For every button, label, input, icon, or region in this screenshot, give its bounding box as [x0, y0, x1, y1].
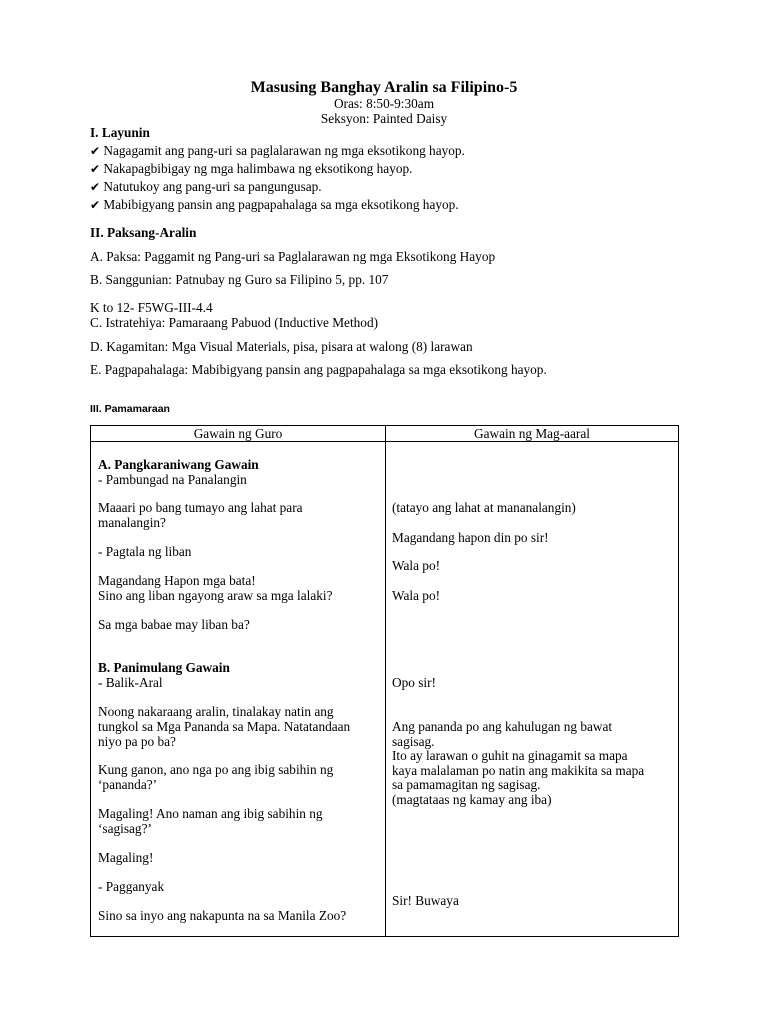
attendance-label: - Pagtala ng liban: [98, 544, 192, 559]
check-icon: ✔: [90, 144, 101, 158]
review-label: - Balik-Aral: [98, 675, 163, 690]
section-a-heading: A. Pangkaraniwang Gawain: [98, 457, 259, 472]
reference-line: B. Sanggunian: Patnubay ng Guro sa Filipino 5, pp. 107: [90, 272, 389, 287]
section-name: Seksyon: Painted Daisy: [320, 111, 448, 126]
check-icon: ✔: [90, 198, 101, 212]
table-row: [91, 442, 679, 937]
teacher-column-header: Gawain ng Guro: [91, 426, 386, 442]
student-line: Wala po!: [392, 588, 441, 603]
teacher-line: niyo pa po ba?: [98, 734, 176, 749]
teacher-cell: [91, 442, 386, 937]
subject-heading: II. Paksang-Aralin: [90, 225, 197, 240]
procedure-heading: III. Pamamaraan: [90, 403, 170, 415]
section-b-heading: B. Panimulang Gawain: [98, 660, 230, 675]
teacher-line: Magaling!: [98, 850, 154, 865]
student-line: Sir! Buwaya: [392, 893, 459, 908]
prayer-label: - Pambungad na Panalangin: [98, 472, 247, 487]
teacher-line: Sino sa inyo ang nakapunta na sa Manila Zoo?: [98, 908, 347, 923]
materials-line: D. Kagamitan: Mga Visual Materials, pisa, pisara at walong (8) larawan: [90, 339, 473, 354]
teacher-line: Maaari po bang tumayo ang lahat para: [98, 500, 303, 515]
objective-text: Nagagamit ang pang-uri sa paglalarawan ng mga eksotikong hayop.: [103, 143, 465, 158]
objective-item: [90, 197, 459, 213]
table-header-row: [91, 426, 679, 442]
page-title: Masusing Banghay Aralin sa Filipino-5: [250, 79, 518, 96]
teacher-line: Kung ganon, ano nga po ang ibig sabihin ng: [98, 762, 334, 777]
objective-text: Natutukoy ang pang-uri sa pangungusap.: [103, 179, 322, 194]
student-line: Opo sir!: [392, 675, 436, 690]
teacher-line: Magaling! Ano naman ang ibig sabihin ng: [98, 806, 323, 821]
student-line: Wala po!: [392, 558, 441, 573]
teacher-line: Sa mga babae may liban ba?: [98, 617, 250, 632]
schedule-time: Oras: 8:50-9:30am: [333, 96, 435, 111]
student-line: kaya malalaman po natin ang makikita sa mapa: [392, 763, 645, 778]
teacher-line: tungkol sa Mga Pananda sa Mapa. Natatandaan: [98, 719, 351, 734]
student-line: sa pamamagitan ng sagisag.: [392, 777, 541, 792]
student-cell: [386, 442, 679, 937]
student-line: Ang pananda po ang kahulugan ng bawat: [392, 719, 613, 734]
check-icon: ✔: [90, 180, 101, 194]
teacher-line: Magandang Hapon mga bata!: [98, 573, 256, 588]
teacher-line: ‘sagisag?’: [98, 821, 152, 836]
topic-line: A. Paksa: Paggamit ng Pang-uri sa Paglalarawan ng mga Eksotikong Hayop: [90, 249, 496, 264]
objective-item: [90, 179, 322, 195]
strategy-line: C. Istratehiya: Pamaraang Pabuod (Inductive Method): [90, 315, 379, 330]
values-line: E. Pagpapahalaga: Mabibigyang pansin ang pagpapahalaga sa mga eksotikong hayop.: [90, 362, 547, 377]
objectives-heading: I. Layunin: [90, 125, 150, 140]
student-line: Ito ay larawan o guhit na ginagamit sa mapa: [392, 748, 628, 763]
objective-text: Nakapagbibigay ng mga halimbawa ng eksotikong hayop.: [103, 161, 413, 176]
student-line: (tatayo ang lahat at mananalangin): [392, 500, 576, 515]
teacher-line: manalangin?: [98, 515, 166, 530]
check-icon: ✔: [90, 162, 101, 176]
objective-item: [90, 161, 412, 177]
student-line: Magandang hapon din po sir!: [392, 530, 549, 545]
objective-text: Mabibigyang pansin ang pagpapahalaga sa mga eksotikong hayop.: [103, 197, 459, 212]
student-line: (magtataas ng kamay ang iba): [392, 792, 552, 807]
student-column-header: Gawain ng Mag-aaral: [386, 426, 679, 442]
teacher-line: Sino ang liban ngayong araw sa mga lalaki?: [98, 588, 333, 603]
student-line: sagisag.: [392, 734, 435, 749]
motivation-label: - Pagganyak: [98, 879, 165, 894]
teacher-line: Noong nakaraang aralin, tinalakay natin ang: [98, 704, 334, 719]
curriculum-code: K to 12- F5WG-III-4.4: [90, 300, 213, 315]
objective-item: [90, 143, 465, 159]
procedure-table: [90, 425, 679, 937]
teacher-line: ‘pananda?’: [98, 777, 158, 792]
